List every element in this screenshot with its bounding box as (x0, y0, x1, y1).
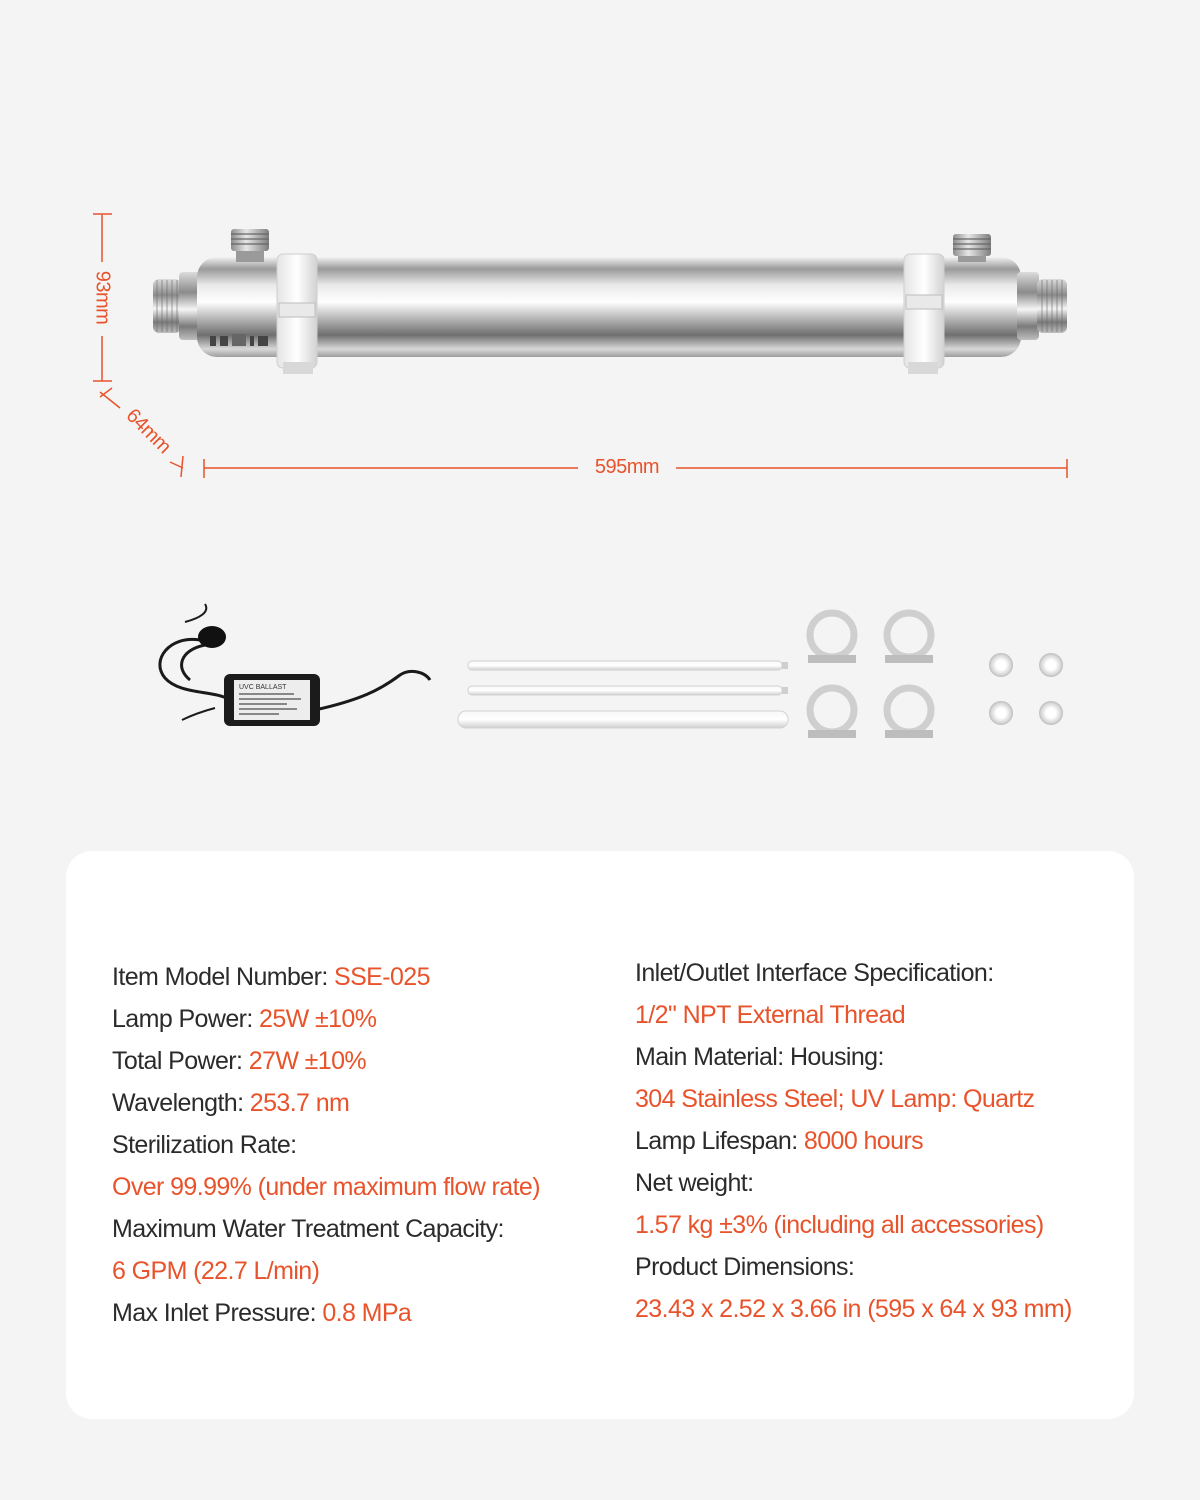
ballast-label: UVC BALLAST (239, 684, 287, 691)
spare-clamps (808, 613, 933, 738)
spec-line (635, 1120, 1072, 1162)
spec-label: Inlet/Outlet Interface Specification: (635, 959, 994, 987)
spec-value: 1.57 kg ±3% (including all accessories) (635, 1211, 1044, 1239)
spec-label: Total Power: (112, 1047, 249, 1075)
spec-value: 25W ±10% (259, 1005, 377, 1033)
steel-tube (197, 257, 1021, 357)
specs-left-column (112, 956, 540, 1334)
sealing-rings (989, 653, 1063, 725)
right-end-cap (1017, 272, 1067, 340)
spec-line (635, 1204, 1072, 1246)
spec-line (112, 998, 540, 1040)
spec-label: Main Material: Housing: (635, 1043, 884, 1071)
spec-value: 8000 hours (803, 1127, 924, 1155)
spec-line (635, 1162, 1072, 1204)
left-end-cap (153, 272, 201, 340)
spec-line (112, 1292, 540, 1334)
spec-line (635, 1078, 1072, 1120)
inlet-port (231, 229, 269, 262)
spec-line (635, 1288, 1072, 1330)
spec-value: 0.8 MPa (322, 1299, 412, 1327)
ballast-power-supply (160, 604, 430, 726)
spec-line (635, 1246, 1072, 1288)
spec-line (112, 1250, 540, 1292)
spec-value: 23.43 x 2.52 x 3.66 in (595 x 64 x 93 mm) (635, 1295, 1072, 1323)
specifications-card (66, 851, 1134, 1419)
uv-lamps (458, 661, 788, 728)
spec-line (635, 994, 1072, 1036)
spec-line (112, 1124, 540, 1166)
spec-label: Net weight: (635, 1169, 754, 1197)
spec-label: Lamp Lifespan: (635, 1127, 804, 1155)
spec-label: Lamp Power: (112, 1005, 260, 1033)
spec-value: 253.7 nm (249, 1089, 350, 1117)
spec-label: Item Model Number: (112, 963, 335, 991)
right-mounting-clamp (904, 254, 944, 374)
specs-right-column (635, 952, 1072, 1330)
spec-line (112, 956, 540, 998)
spec-value: SSE-025 (334, 963, 430, 991)
spec-label: Sterilization Rate: (112, 1131, 297, 1159)
spec-value: 6 GPM (22.7 L/min) (112, 1257, 320, 1285)
left-mounting-clamp (277, 254, 317, 374)
spec-line (112, 1166, 540, 1208)
outlet-port (953, 234, 991, 262)
spec-label: Product Dimensions: (635, 1253, 855, 1281)
spec-label: Max Inlet Pressure: (112, 1299, 323, 1327)
spec-line (112, 1040, 540, 1082)
depth-label: 64mm (121, 404, 176, 458)
spec-label: Wavelength: (112, 1089, 250, 1117)
spec-line (112, 1208, 540, 1250)
height-label: 93mm (91, 270, 114, 325)
spec-line (635, 1036, 1072, 1078)
spec-value: 304 Stainless Steel; UV Lamp: Quartz (635, 1085, 1035, 1113)
spec-line (635, 952, 1072, 994)
length-label: 595mm (594, 456, 660, 478)
spec-label: Maximum Water Treatment Capacity: (112, 1215, 504, 1243)
accessories-illustration (0, 590, 1200, 760)
spec-value: 27W ±10% (248, 1047, 367, 1075)
spec-value: Over 99.99% (under maximum flow rate) (112, 1173, 540, 1201)
spec-line (112, 1082, 540, 1124)
uv-sterilizer-diagram (0, 0, 1200, 520)
spec-value: 1/2" NPT External Thread (635, 1001, 906, 1029)
